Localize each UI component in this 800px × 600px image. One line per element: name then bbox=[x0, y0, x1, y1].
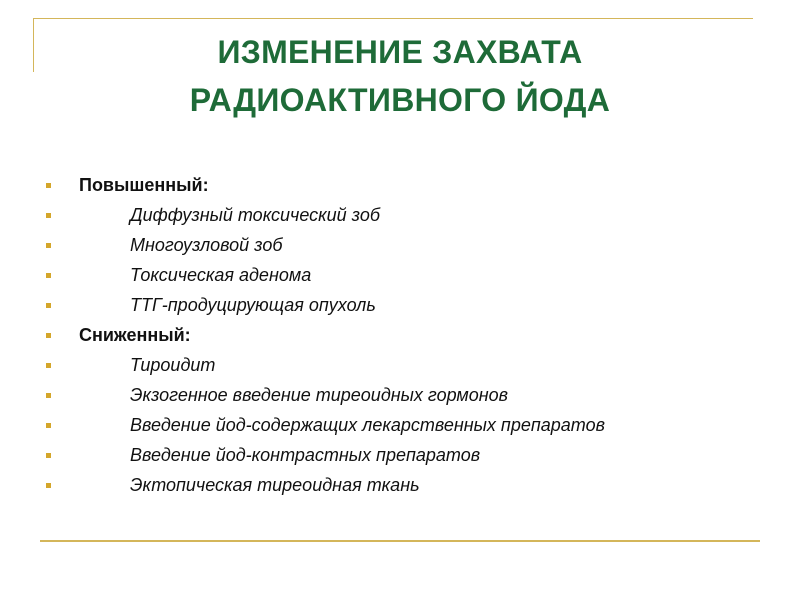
slide-title bbox=[40, 28, 760, 124]
square-bullet-icon bbox=[46, 213, 51, 218]
square-bullet-icon bbox=[46, 363, 51, 368]
square-bullet-icon bbox=[46, 183, 51, 188]
list-item-text: Токсическая аденома bbox=[130, 265, 312, 285]
square-bullet-icon bbox=[46, 393, 51, 398]
list-item-text: Введение йод-содержащих лекарственных препаратов bbox=[130, 415, 605, 435]
list-item bbox=[46, 440, 776, 470]
title-line-2: РАДИОАКТИВНОГО ЙОДА bbox=[189, 82, 611, 118]
list-item bbox=[46, 230, 776, 260]
list-item-increased bbox=[46, 170, 776, 200]
frame-top-line bbox=[33, 18, 753, 19]
list-item bbox=[46, 380, 776, 410]
bullet-list bbox=[46, 170, 776, 500]
list-item bbox=[46, 260, 776, 290]
list-item bbox=[46, 200, 776, 230]
title-line-1: ИЗМЕНЕНИЕ ЗАХВАТА bbox=[217, 34, 583, 70]
square-bullet-icon bbox=[46, 273, 51, 278]
list-item-text: ТТГ-продуцирующая опухоль bbox=[130, 295, 376, 315]
square-bullet-icon bbox=[46, 333, 51, 338]
square-bullet-icon bbox=[46, 483, 51, 488]
frame-left-line bbox=[33, 18, 34, 72]
square-bullet-icon bbox=[46, 453, 51, 458]
list-item-text: Экзогенное введение тиреоидных гормонов bbox=[130, 385, 509, 405]
list-item bbox=[46, 290, 776, 320]
list-item bbox=[46, 470, 776, 500]
category-heading: Повышенный: bbox=[79, 175, 209, 195]
list-item-text: Многоузловой зоб bbox=[130, 235, 283, 255]
square-bullet-icon bbox=[46, 243, 51, 248]
list-item-text: Введение йод-контрастных препаратов bbox=[130, 445, 481, 465]
square-bullet-icon bbox=[46, 303, 51, 308]
list-item-text: Тироидит bbox=[130, 355, 216, 375]
list-item bbox=[46, 410, 776, 440]
list-item-decreased bbox=[46, 320, 776, 350]
list-item-text: Диффузный токсический зоб bbox=[130, 205, 380, 225]
frame-bottom-line bbox=[40, 540, 760, 542]
category-heading: Сниженный: bbox=[79, 325, 191, 345]
list-item bbox=[46, 350, 776, 380]
list-item-text: Эктопическая тиреоидная ткань bbox=[130, 475, 420, 495]
square-bullet-icon bbox=[46, 423, 51, 428]
